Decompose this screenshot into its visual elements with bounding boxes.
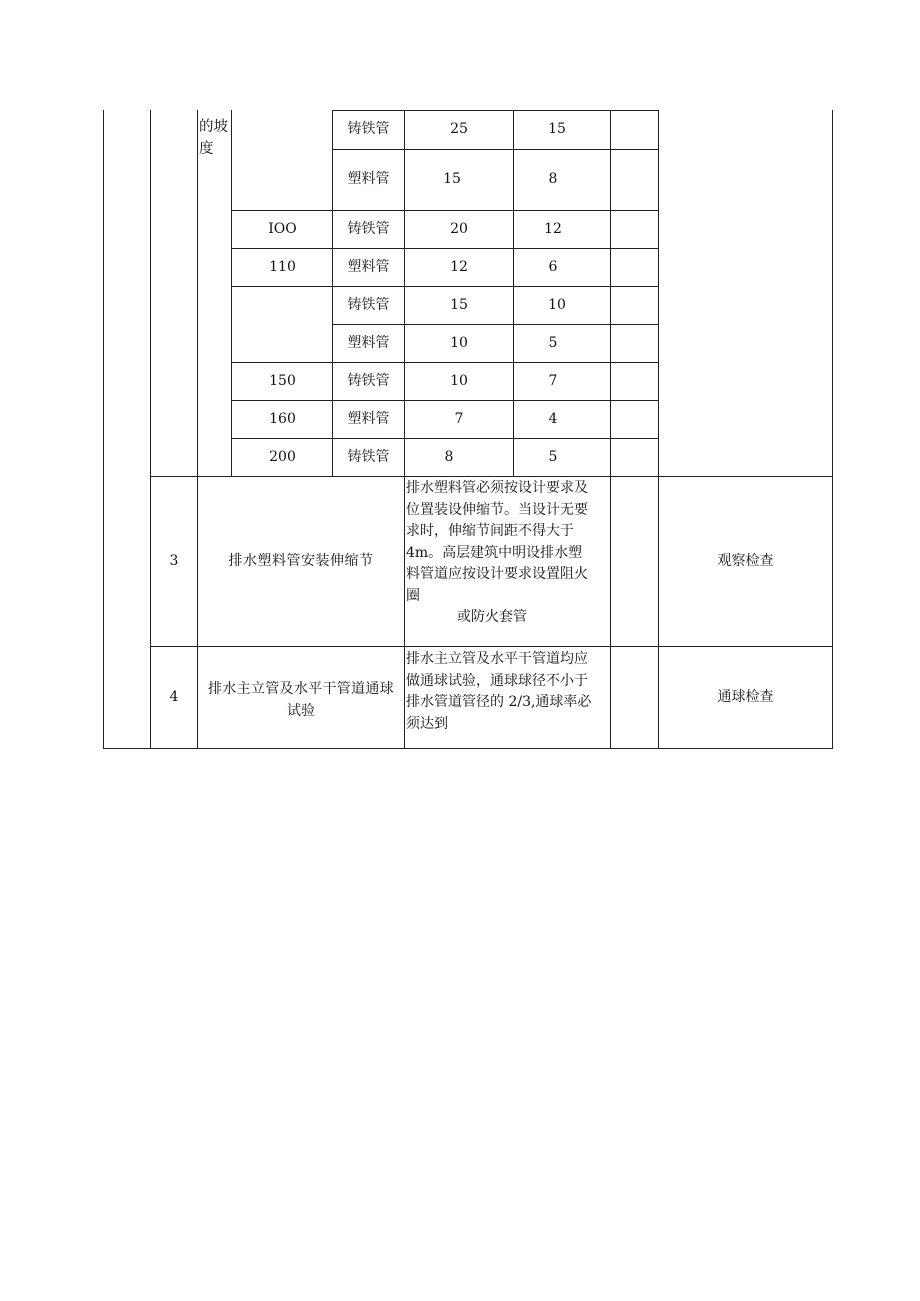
- item-name: [198, 678, 404, 722]
- inspection-method: 观察检查: [717, 553, 774, 569]
- table-rule: [231, 210, 659, 211]
- pipe-material: 铸铁管: [347, 449, 390, 465]
- requirement-line: 料管道应按设计要求设置阻火: [406, 566, 588, 582]
- min-slope: 5: [548, 335, 558, 351]
- requirement-line: 排水主立管及水平干管道均应: [406, 651, 588, 667]
- table-border-bottom: [103, 748, 833, 749]
- pipe-material: 铸铁管: [347, 221, 390, 237]
- min-slope: 8: [548, 171, 558, 187]
- table-rule: [150, 476, 833, 477]
- table-rule: [150, 110, 151, 749]
- table-rule: [332, 324, 659, 325]
- pipe-diameter: 150: [269, 373, 296, 389]
- inspection-method: 通球检查: [717, 689, 774, 705]
- item-requirement: [406, 478, 612, 629]
- table-rule: [332, 149, 659, 150]
- min-slope: 12: [544, 221, 562, 237]
- table-rule: [231, 400, 659, 401]
- pipe-diameter: 160: [269, 411, 296, 427]
- pipe-material: 铸铁管: [347, 373, 390, 389]
- pipe-diameter: 200: [269, 449, 296, 465]
- item-name: 排水塑料管安装伸缩节: [228, 553, 374, 569]
- item-number: 4: [169, 689, 179, 705]
- pipe-diameter: 110: [269, 259, 296, 275]
- requirement-line: 位置装设伸缩节。当设计无要: [406, 501, 588, 518]
- standard-slope: 15: [443, 171, 461, 187]
- min-slope: 10: [548, 297, 566, 313]
- slope-label: 的坡度: [199, 119, 228, 157]
- requirement-line: 圈: [406, 587, 420, 604]
- min-slope: 6: [548, 259, 558, 275]
- pipe-material: 塑料管: [347, 259, 390, 275]
- standard-slope: 10: [450, 335, 468, 351]
- requirement-line: 须达到: [406, 715, 448, 732]
- requirement-line: 或防火套管: [457, 609, 527, 625]
- table-rule: [231, 248, 659, 249]
- requirement-line: 做通球试验，通球球径不小于: [406, 672, 588, 689]
- standard-slope: 10: [450, 373, 468, 389]
- item-number: 3: [169, 553, 179, 569]
- standard-slope: 12: [450, 259, 468, 275]
- min-slope: 15: [548, 121, 566, 137]
- table-rule: [658, 110, 659, 749]
- standard-slope: 20: [450, 221, 468, 237]
- requirement-line: 4m。高层建筑中明设排水塑: [406, 544, 583, 561]
- table-rule: [231, 110, 232, 477]
- min-slope: 7: [548, 373, 558, 389]
- pipe-material: 塑料管: [347, 171, 390, 187]
- table-rule: [231, 438, 659, 439]
- table-rule: [150, 646, 833, 647]
- table-rule: [197, 110, 198, 749]
- pipe-diameter: IOO: [268, 221, 297, 237]
- pipe-material: 塑料管: [347, 335, 390, 351]
- requirement-line: 排水管道管径的 2/3,通球率必: [406, 694, 592, 710]
- standard-slope: 15: [450, 297, 468, 313]
- table-rule: [231, 362, 659, 363]
- standard-slope: 8: [444, 449, 454, 465]
- pipe-material: 铸铁管: [347, 121, 390, 137]
- inspection-table: [103, 110, 833, 749]
- table-border-right: [832, 110, 833, 749]
- requirement-line: 求时，伸缩节间距不得大于: [406, 523, 574, 539]
- min-slope: 4: [548, 411, 558, 427]
- standard-slope: 7: [454, 411, 464, 427]
- min-slope: 5: [548, 449, 558, 465]
- table-rule: [404, 110, 405, 749]
- standard-slope: 25: [450, 121, 468, 137]
- item-requirement: [406, 649, 612, 735]
- pipe-material: 铸铁管: [347, 297, 390, 313]
- table-rule: [231, 286, 659, 287]
- pipe-material: 塑料管: [347, 411, 390, 427]
- item-name-line: 排水主立管及水平干管道通球: [208, 681, 394, 697]
- table-rule: [332, 110, 659, 111]
- item-name-line: 试验: [287, 703, 315, 719]
- table-border-left: [103, 110, 104, 749]
- requirement-line: 排水塑料管必须按设计要求及: [406, 480, 588, 496]
